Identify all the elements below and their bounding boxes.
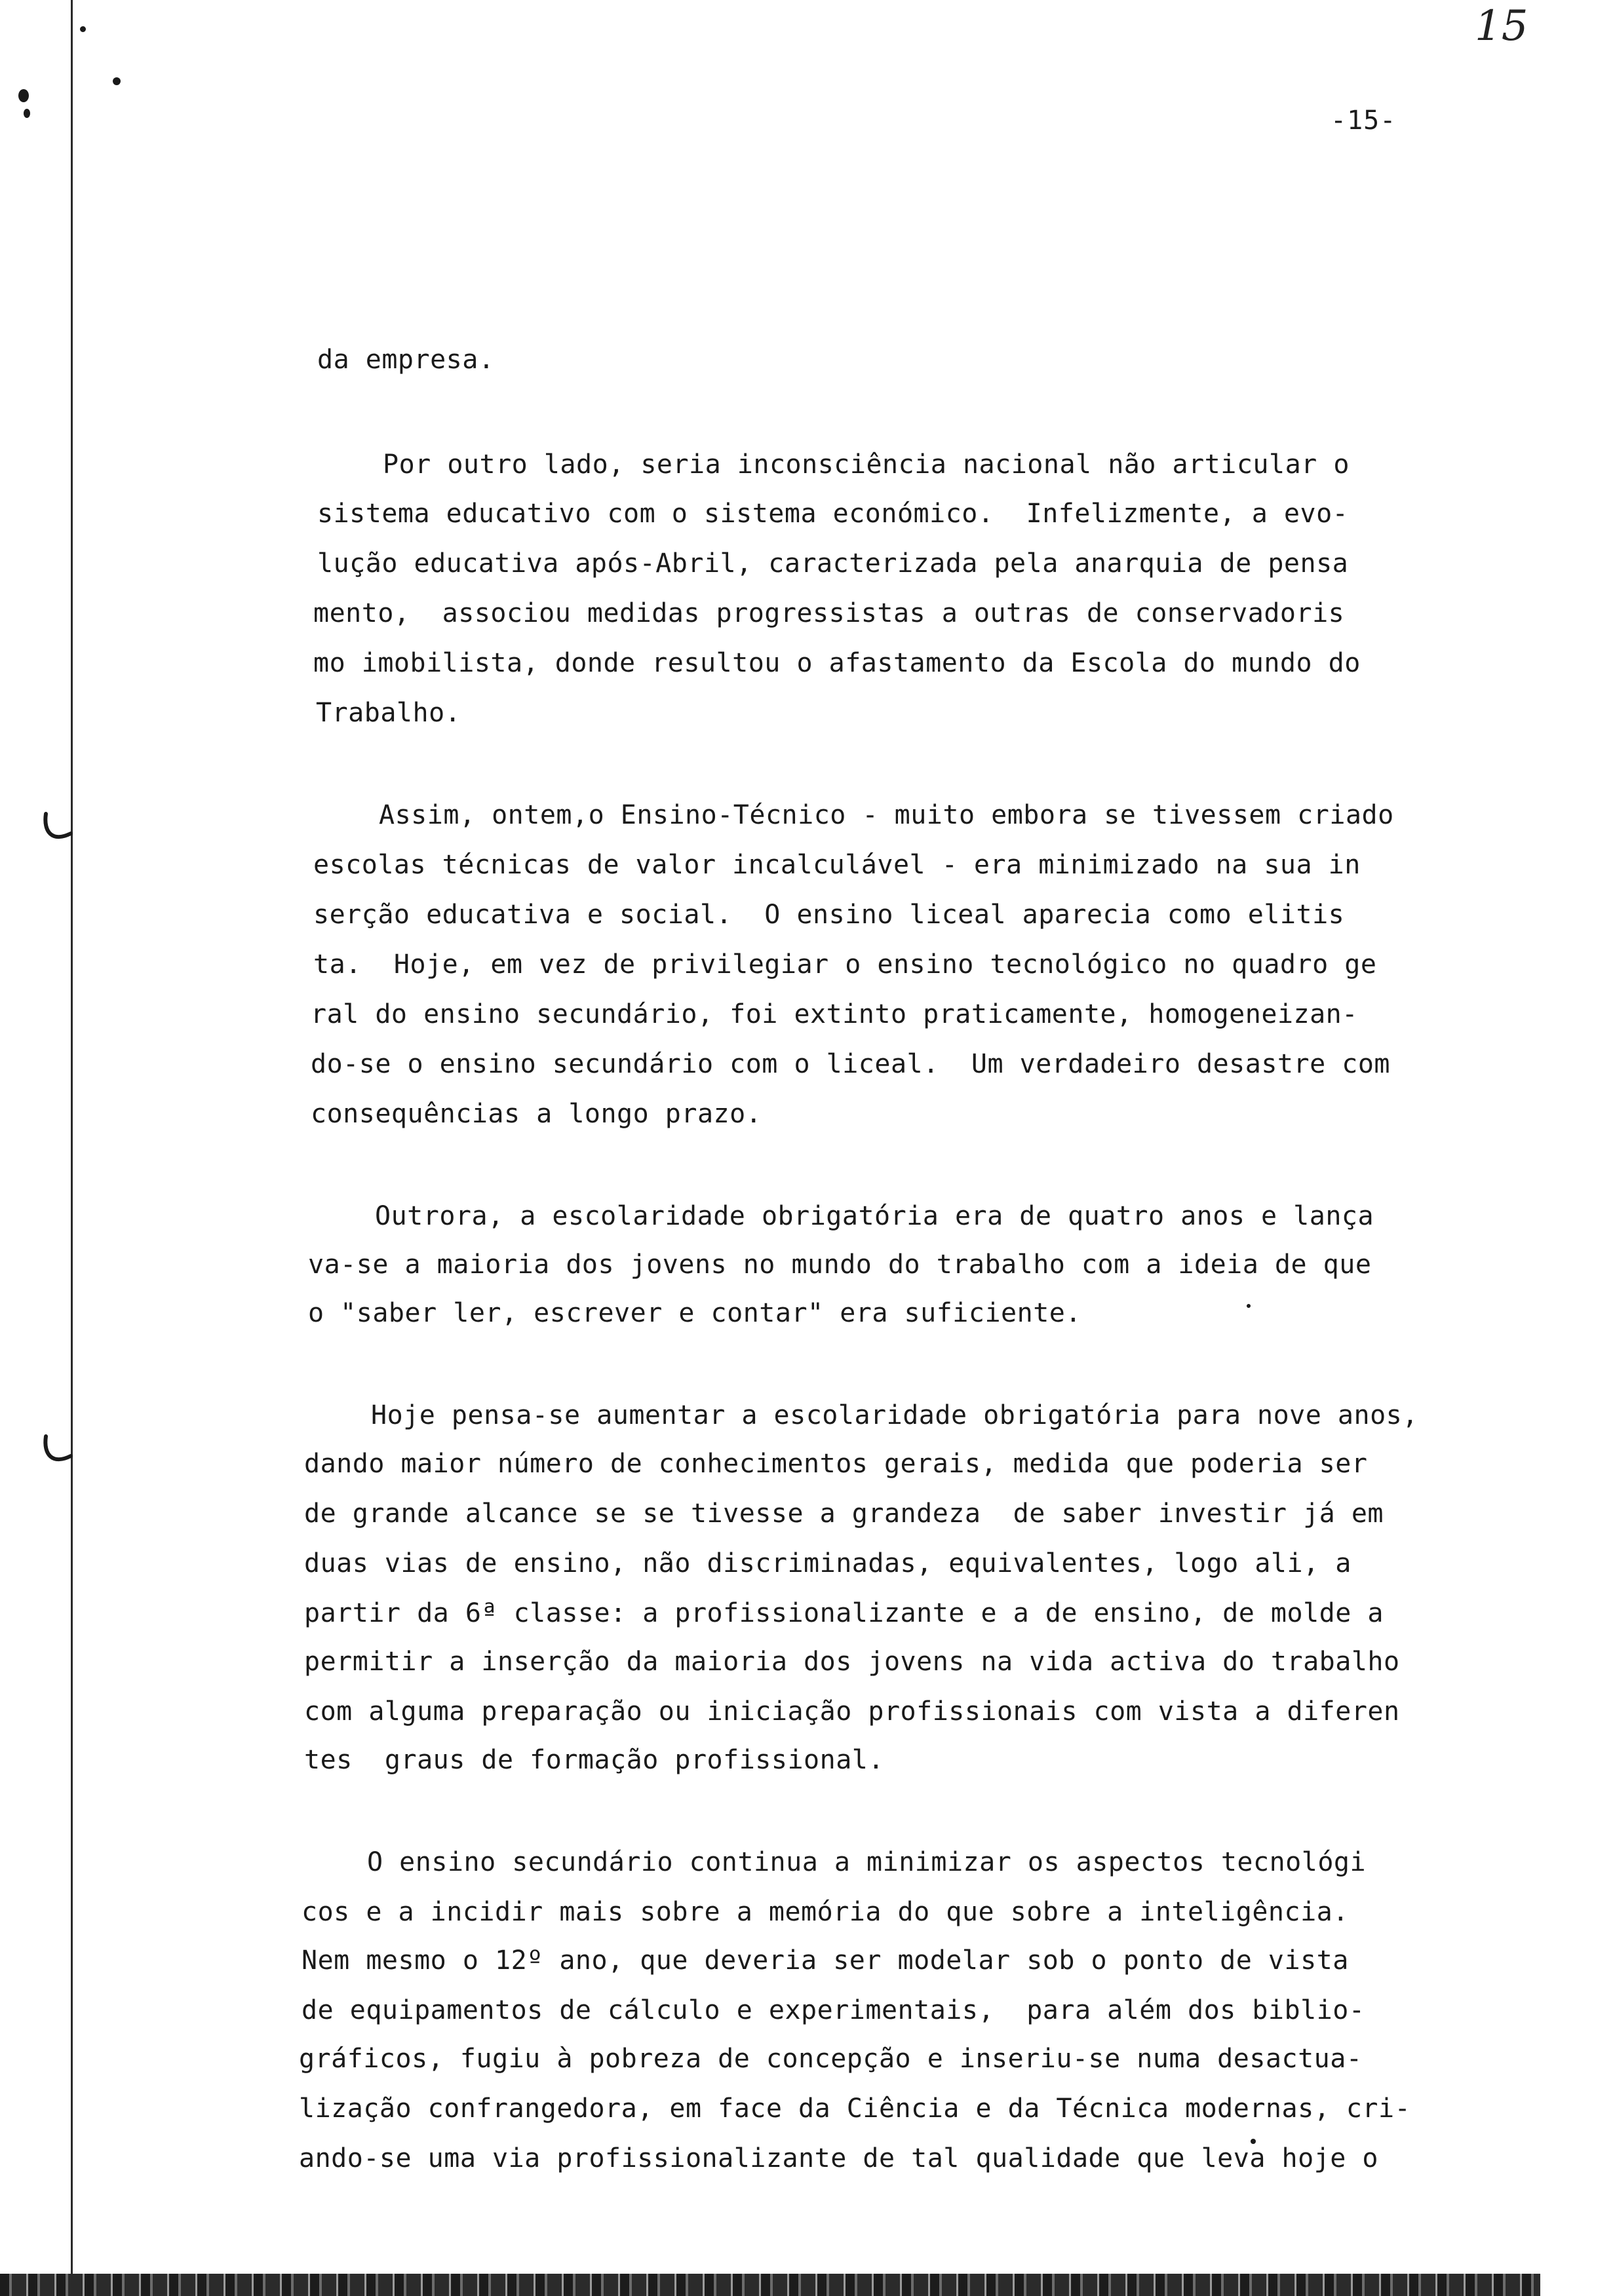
text-line: escolas técnicas de valor incalculável - era minimizado na sua in [313,850,1361,880]
text-line: Assim, ontem,o Ensino-Técnico - muito embora se tivessem criado [379,800,1394,830]
left-margin-line [71,0,73,2296]
text-line: da empresa. [317,345,495,375]
scan-speck [113,77,121,85]
text-line: Nem mesmo o 12º ano, que deveria ser modelar sob o ponto de vista [302,1945,1349,1976]
punch-hole-arc-icon [39,1428,79,1468]
text-line: consequências a longo prazo. [311,1099,762,1129]
punch-hole-mark [39,806,79,845]
text-line: de grande alcance se se tivesse a grandeza de saber investir já em [304,1499,1384,1529]
text-line: dando maior número de conhecimentos gerais, medida que poderia ser [304,1449,1368,1479]
scan-edge-artifact [0,2274,1540,2296]
text-line: duas vias de ensino, não discriminadas, equivalentes, logo ali, a [304,1548,1352,1578]
text-line: lização confrangedora, em face da Ciência e da Técnica modernas, cri- [299,2094,1411,2124]
text-line: cos e a incidir mais sobre a memória do que sobre a inteligência. [302,1897,1349,1927]
text-line: com alguma preparação ou iniciação profissionais com vista a diferen [304,1696,1400,1727]
text-line: Por outro lado, seria inconsciência nacional não articular o [383,450,1350,480]
text-line: lução educativa após-Abril, caracterizada pela anarquia de pensa [317,548,1349,579]
text-line: do-se o ensino secundário com o liceal. Um verdadeiro desastre com [311,1049,1390,1079]
punch-hole-mark [39,1428,79,1468]
text-line: o "saber ler, escrever e contar" era suficiente. [308,1298,1081,1328]
punch-hole-arc-icon [39,806,79,845]
scan-speck [18,89,29,102]
text-line: ta. Hoje, em vez de privilegiar o ensino tecnológico no quadro ge [313,949,1377,980]
text-line: mento, associou medidas progressistas a outras de conservadoris [313,598,1345,628]
scan-speck [24,109,30,118]
text-line: O ensino secundário continua a minimizar os aspectos tecnológi [367,1847,1367,1877]
text-line: ando-se uma via profissionalizante de tal qualidade que leva hoje o [299,2143,1378,2173]
scan-speck [80,26,86,32]
handwritten-page-mark: 15 [1475,2,1528,50]
text-line: tes graus de formação profissional. [304,1745,884,1775]
text-line: de equipamentos de cálculo e experimentais, para além dos biblio- [302,1995,1365,2025]
text-line: Outrora, a escolaridade obrigatória era de quatro anos e lança [375,1201,1374,1231]
text-line: ral do ensino secundário, foi extinto praticamente, homogeneizan- [311,999,1358,1029]
text-line: partir da 6ª classe: a profissionalizante e a de ensino, de molde a [304,1598,1384,1628]
text-line: Trabalho. [316,698,461,728]
text-line: gráficos, fugiu à pobreza de concepção e inseriu-se numa desactua- [299,2044,1363,2074]
text-line: permitir a inserção da maioria dos jovens na vida activa do trabalho [304,1647,1400,1677]
text-line: Hoje pensa-se aumentar a escolaridade obrigatória para nove anos, [371,1400,1418,1430]
scan-speck [1247,1304,1251,1308]
text-line: mo imobilista, donde resultou o afastamento da Escola do mundo do [313,648,1361,678]
text-line: serção educativa e social. O ensino liceal aparecia como elitis [313,900,1345,930]
text-line: va-se a maioria dos jovens no mundo do trabalho com a ideia de que [308,1250,1372,1280]
text-line: sistema educativo com o sistema económico. Infelizmente, a evo- [317,499,1349,529]
page-number: -15- [1331,105,1397,136]
